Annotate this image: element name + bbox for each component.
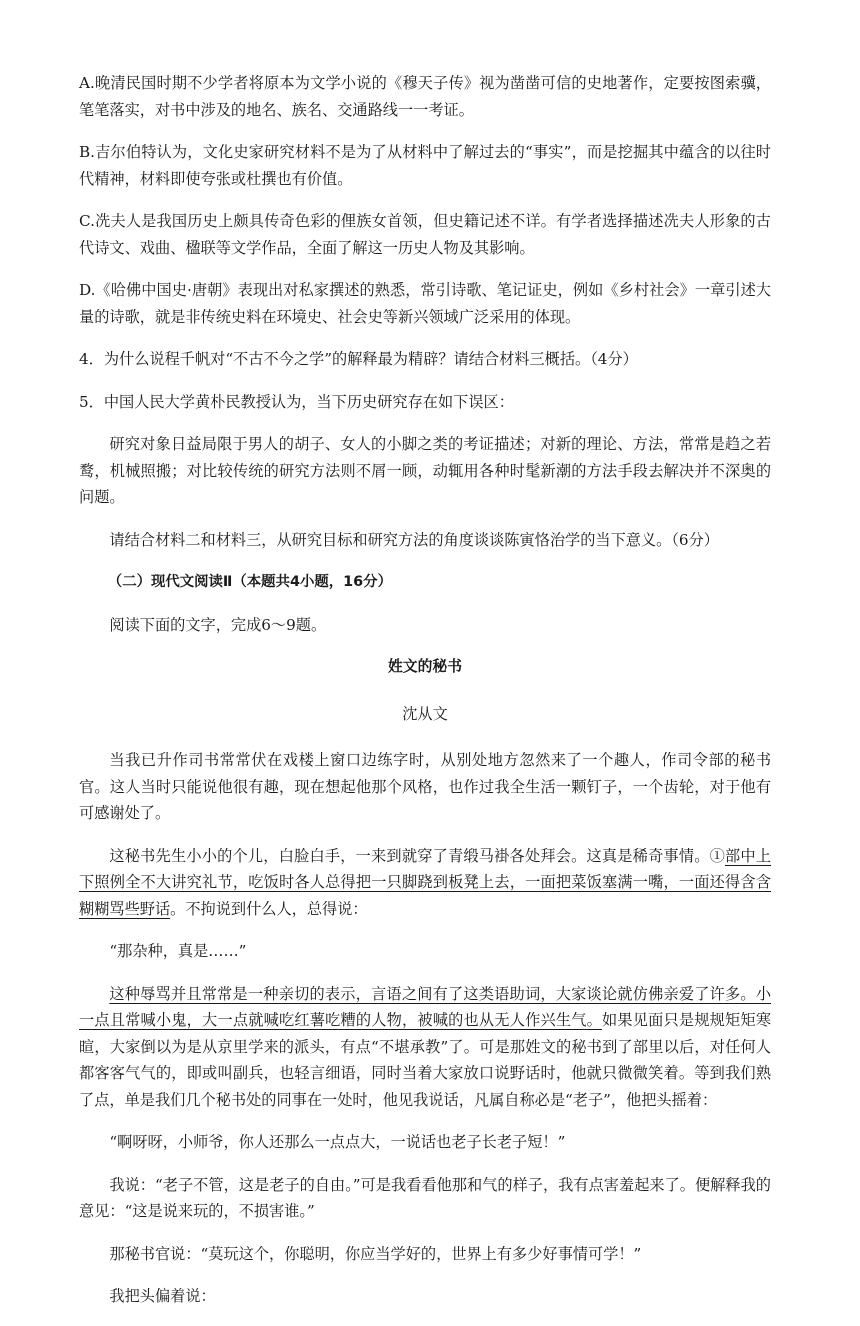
option-c: C.冼夫人是我国历史上颇具传奇色彩的俚族女首领，但史籍记述不详。有学者选择描述冼夫人形象的古代诗文、戏曲、楹联等文学作品，全面了解这一历史人物及其影响。 (79, 212, 771, 257)
article-paragraph-8: 我把头偏着说： (109, 1287, 216, 1305)
question-5-intro: 5．中国人民大学黄朴民教授认为，当下历史研究存在如下误区： (79, 392, 514, 411)
option-d: D.《哈佛中国史·唐朝》表现出对私家撰述的熟悉，常引诗歌、笔记证史，例如《乡村社会》一章引述大量的诗歌，就是非传统史料在环境史、社会史等新兴领域广泛采用的体现。 (79, 281, 771, 326)
paragraph-2-text-after: 。不拘说到什么人，总得说： (170, 899, 368, 918)
article-paragraph-4 (79, 981, 771, 1114)
article-paragraph-3: “那杂种，真是……” (109, 942, 247, 960)
option-a: A.晚清民国时期不少学者将原本为文学小说的《穆天子传》视为凿凿可信的史地著作，定要按图索骥，笔笔落实，对书中涉及的地名、族名、交通路线一一考证。 (79, 74, 771, 119)
question-4: 4．为什么说程千帆对“不古不今之学”的解释最为精辟？请结合材料三概括。（4分） (79, 350, 638, 368)
article-paragraph-2 (79, 843, 771, 923)
question-5-quote: 研究对象日益局限于男人的胡子、女人的小脚之类的考证描述；对新的理论、方法，常常是趋之若鹜，机械照搬；对比较传统的研究方法则不屑一顾，动辄用各种时髦新潮的方法手段去解决并不深奥的问题。 (79, 435, 771, 506)
question-5-ask: 请结合材料二和材料三，从研究目标和研究方法的角度谈谈陈寅恪治学的当下意义。（6分） (109, 530, 719, 549)
article-paragraph-5: “啊呀呀，小师爷，你人还那么一点点大，一说话也老子长老子短！” (109, 1133, 566, 1151)
article-paragraph-6: 我说：“老子不管，这是老子的自由。”可是我看看他那和气的样子，我有点害羞起来了。便解释我的意见：“这是说来玩的，不损害谁。” (79, 1175, 771, 1220)
document-page (79, 70, 771, 1326)
article-paragraph-1: 当我已升作司书常常伏在戏楼上窗口边练字时，从别处地方忽然来了一个趣人，作司令部的秘书官。这人当时只能说他很有趣，现在想起他那个风格，也作过我全生活一颗钉子，一个齿轮，对于他有可感谢处了。 (79, 751, 771, 822)
paragraph-4-text-after: 如果见面只是规规矩矩寒暄，大家倒以为是从京里学来的派头，有点“不堪承教”了。可是那姓文的秘书到了部里以后，对任何人都客客气气的，即或叫副兵，也轻言细语，同时当着大家放口说野话时，他就只微微笑着。等到我们熟了点，单是我们几个秘书处的同事在一处时，他见我说话，凡属自称必是“老子”，他把头摇着： (79, 1011, 772, 1109)
option-b: B.吉尔伯特认为，文化史家研究材料不是为了从材料中了解过去的“事实”，而是挖掘其中蕴含的以往时代精神，材料即使夸张或杜撰也有价值。 (79, 143, 771, 188)
underlined-sentence-2: 这种辱骂并且常常是一种亲切的表示，言语之间有了这类语助词，大家谈论就仿佛亲爱了许多。小一点且常喊小鬼，大一点就喊吃红薯吃糟的人物，被喊的也从无人作兴生气。 (79, 984, 771, 1029)
paragraph-2-text-before: 这秘书先生小小的个儿，白脸白手，一来到就穿了青缎马褂各处拜会。这真是稀奇事情。① (109, 846, 726, 865)
section-instruction: 阅读下面的文字，完成6～9题。 (109, 615, 327, 634)
underlined-sentence-1: 部中上下照例全不大讲究礼节，吃饭时各人总得把一只脚跷到板凳上去，一面把菜饭塞满一嘴，一面还得含含糊糊骂些野话 (79, 846, 772, 918)
article-author: 沈从文 (402, 704, 448, 723)
article-title: 姓文的秘书 (388, 658, 462, 675)
section-heading: （二）现代文阅读Ⅱ（本题共4小题，16分） (107, 574, 392, 590)
article-paragraph-7: 那秘书官说：“莫玩这个，你聪明，你应当学好的，世界上有多少好事情可学！” (109, 1244, 642, 1263)
